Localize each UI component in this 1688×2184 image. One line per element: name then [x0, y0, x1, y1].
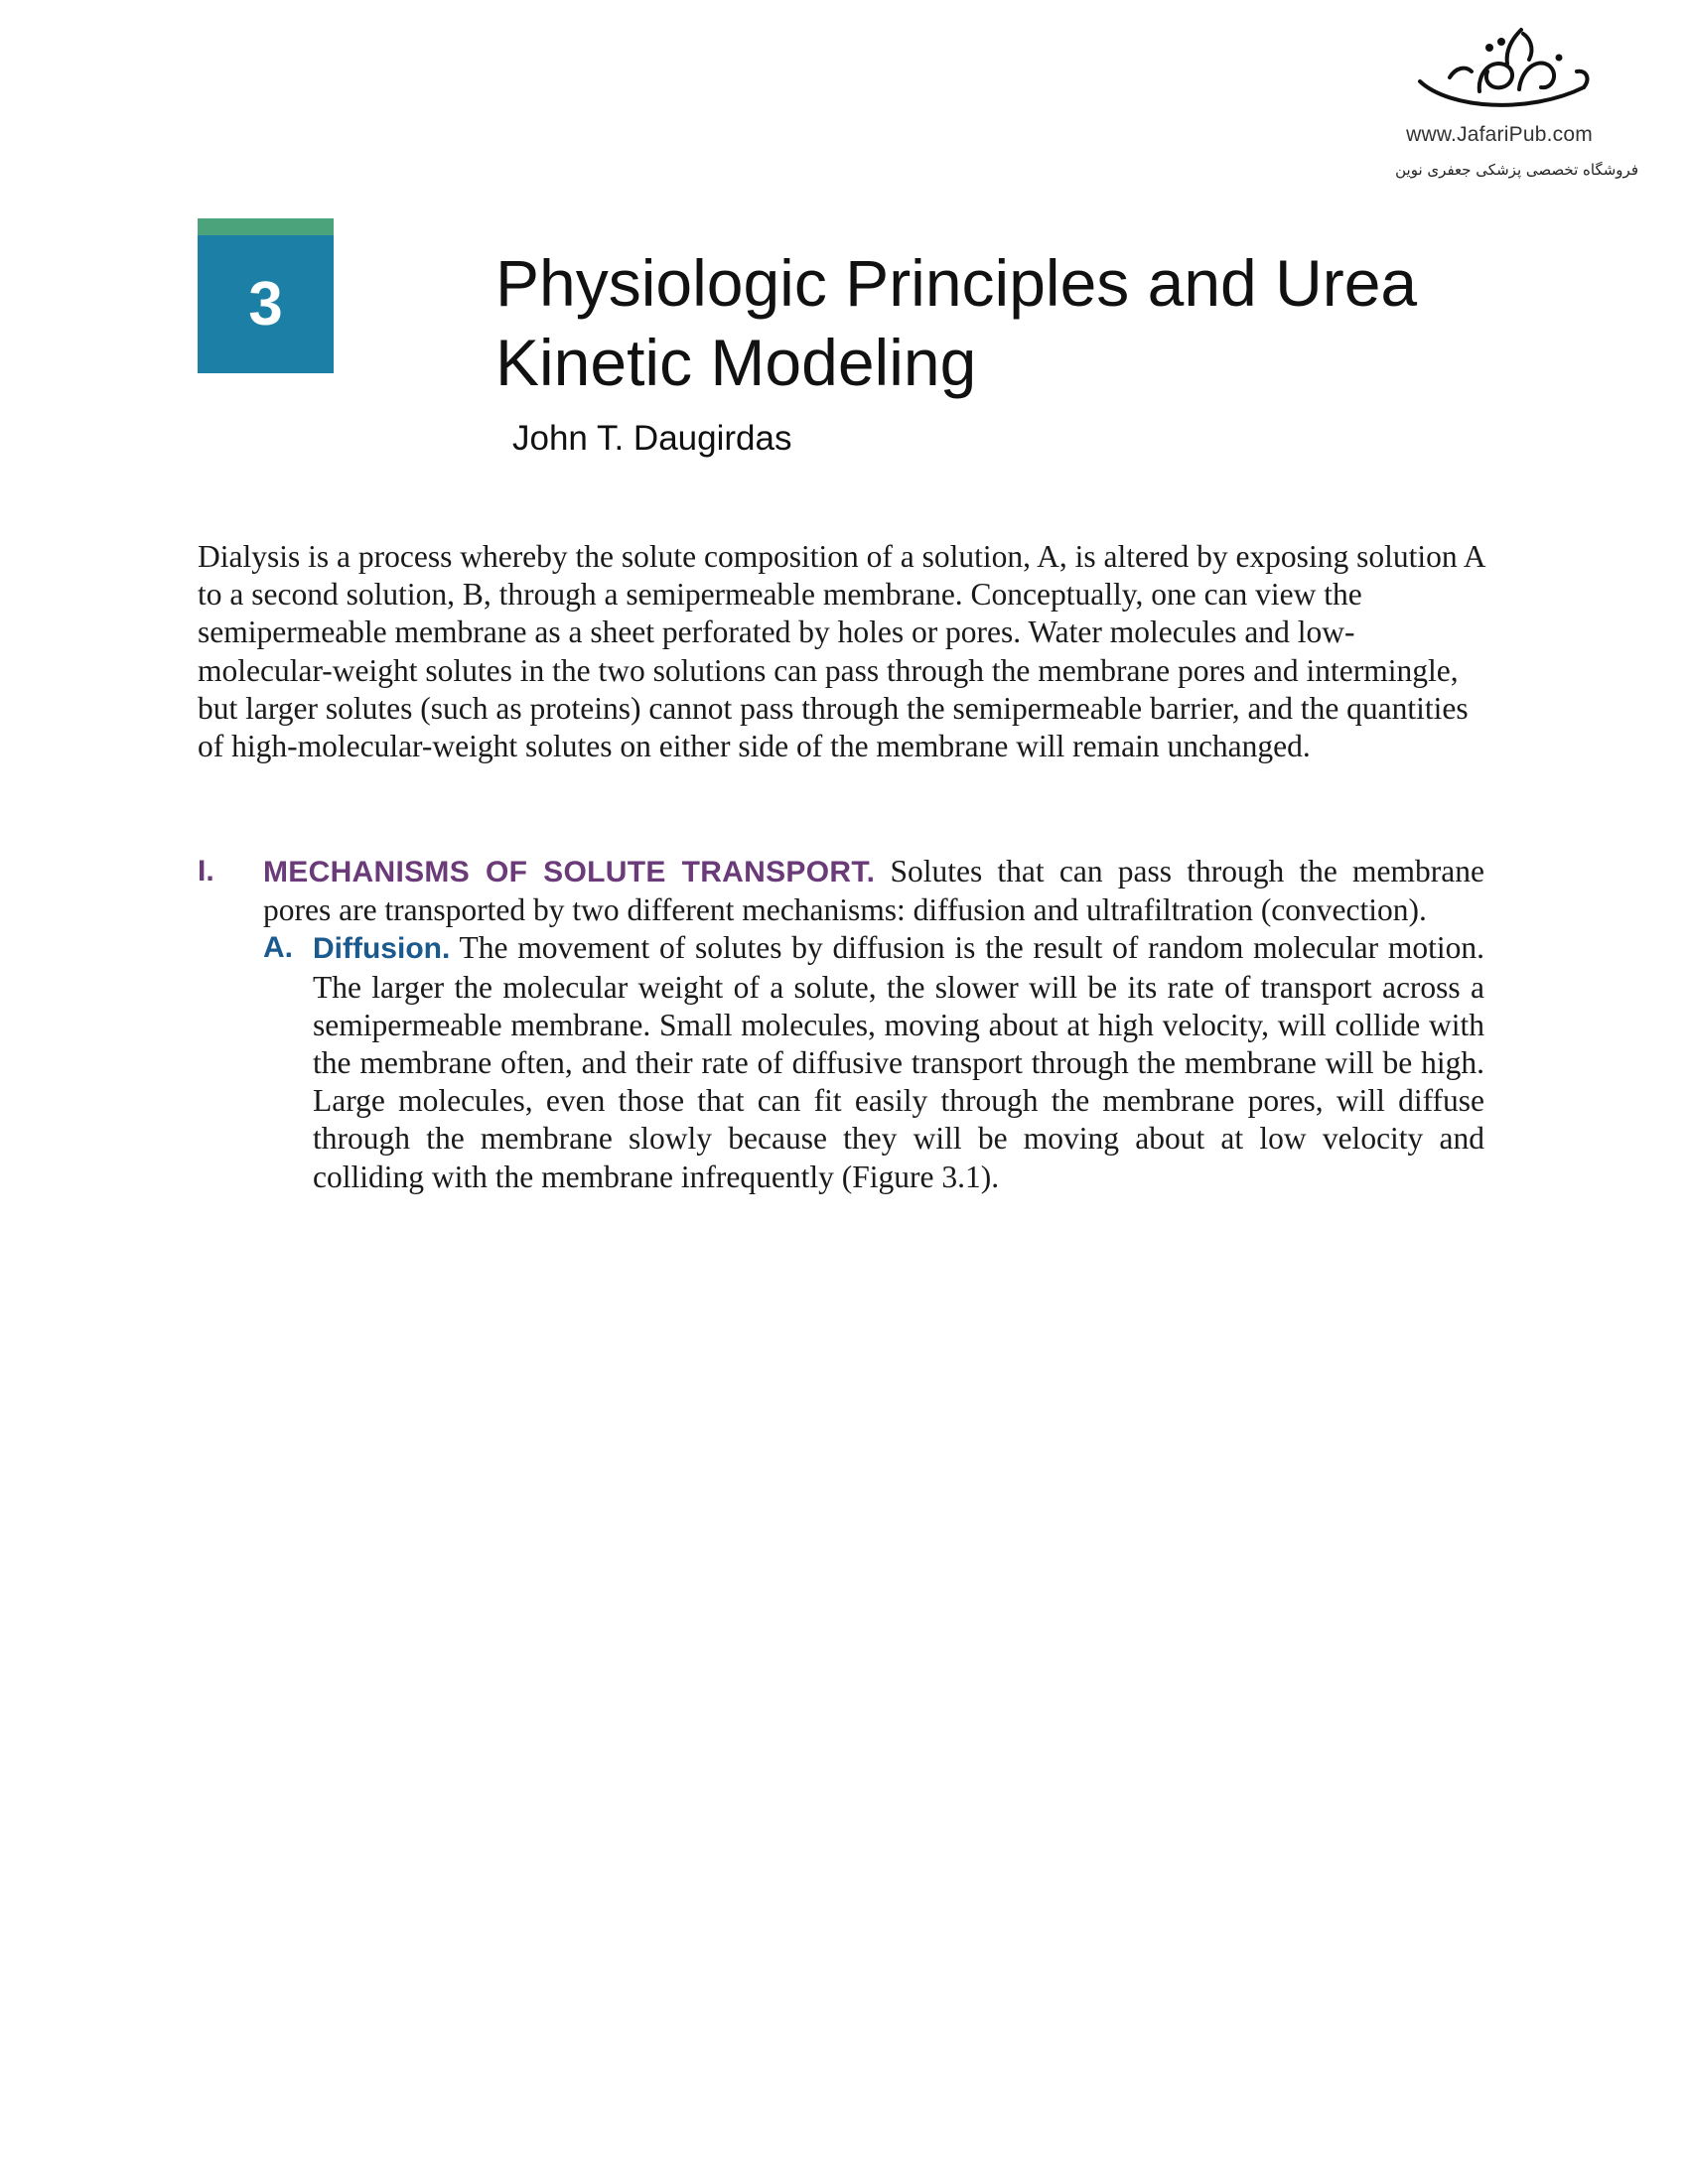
section-text: Solutes that can pass through the membrane pores are transported by two different mechanisms: diffusion and ultrafiltration (convection).: [263, 854, 1484, 928]
publisher-tagline: فروشگاه تخصصی پزشکی جعفری نوین: [1395, 161, 1638, 179]
chapter-title: Physiologic Principles and Urea Kinetic Modeling: [495, 246, 1418, 399]
publisher-logo: [1370, 20, 1668, 194]
publisher-calligraphy-logo: [1410, 20, 1609, 129]
intro-paragraph: Dialysis is a process whereby the solute composition of a solution, A, is altered by exposing solution A to a second solution, B, through a semipermeable membrane. Conceptually, one can view the semipermeable membrane as a sheet perforated by holes or pores. Water molecules and low-molecular-weight solutes in the two solutions can pass through the membrane pores and intermingle, but larger solutes (such as proteins) cannot pass through the semipermeable barrier, and the quantities of high-molecular-weight solutes on either side of the membrane will remain unchanged.: [198, 539, 1484, 764]
publisher-url[interactable]: www.JafariPub.com: [1406, 123, 1593, 146]
section-marker: I.: [198, 855, 214, 887]
chapter-number-badge: [198, 218, 334, 373]
section-paragraph: [263, 853, 1484, 929]
subsection-paragraph: [313, 929, 1484, 1195]
section-heading: MECHANISMS OF SOLUTE TRANSPORT.: [263, 856, 876, 888]
badge-accent-strip: [198, 218, 334, 235]
chapter-author: John T. Daugirdas: [512, 419, 792, 458]
subsection-diffusion: [263, 929, 1484, 1195]
chapter-number: 3: [198, 235, 334, 373]
subsection-marker: A.: [263, 931, 293, 965]
subsection-text: The movement of solutes by diffusion is the result of random molecular motion. The larger the molecular weight of a solute, the slower will be its rate of transport across a semipermeable membrane. Small molecules, moving about at high velocity, will collide with the membrane often, and their rate of diffusive transport through the membrane will be high. Large molecules, even those that can fit easily through the membrane pores, will diffuse through the membrane slowly because they will be moving about at low velocity and colliding with the membrane infrequently (Figure 3.1).: [313, 930, 1484, 1194]
subsection-heading: Diffusion.: [313, 932, 451, 966]
section-mechanisms: [198, 853, 1484, 1196]
